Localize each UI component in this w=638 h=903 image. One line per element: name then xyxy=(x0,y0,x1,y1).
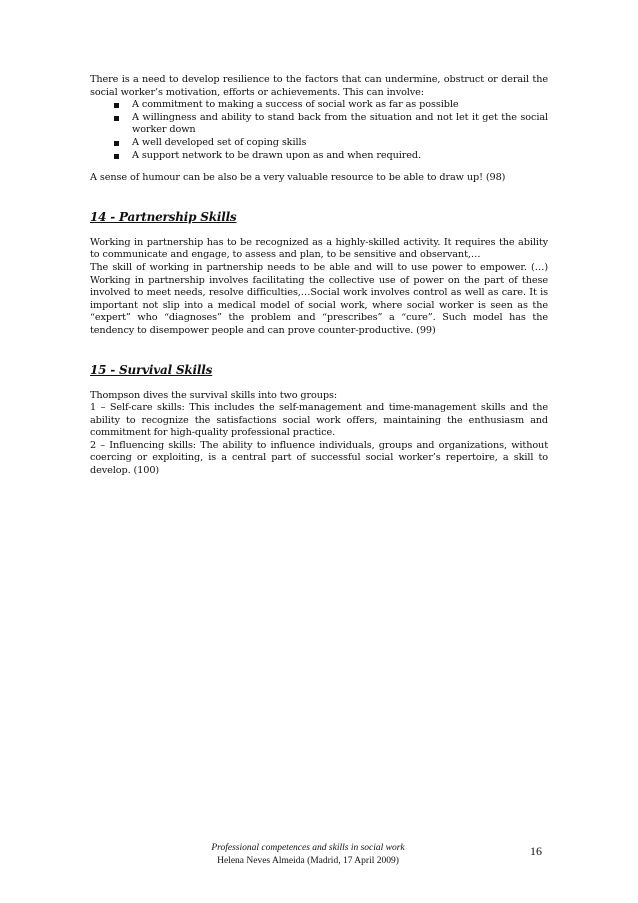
square-bullet-icon xyxy=(114,116,119,121)
list-item: A well developed set of coping skills xyxy=(90,137,548,150)
list-item: A commitment to making a success of social work as far as possible xyxy=(90,99,548,112)
page-footer xyxy=(200,842,416,868)
survival-paragraph-2: 1 – Self-care skills: This includes the self-management and time-management skills and the ability to recognize the satisfactions social work offers, maintaining the enthusiasm and commitment for high-quality professional practice. xyxy=(90,402,548,439)
survival-paragraph-3: 2 – Influencing skills: The ability to influence individuals, groups and organizations, without coercing or exploiting, is a central part of successful social worker’s repertoire, a skill to develop. (100) xyxy=(90,439,548,477)
page-number: 16 xyxy=(530,844,542,858)
page-body xyxy=(90,74,548,478)
resilience-list xyxy=(90,99,548,162)
square-bullet-icon xyxy=(114,141,119,146)
list-item: A support network to be drawn upon as and when required. xyxy=(90,150,548,163)
intro-paragraph: There is a need to develop resilience to the factors that can undermine, obstruct or derail the social worker’s motivation, efforts or achievements. This can involve: xyxy=(90,74,548,98)
partnership-paragraph-2: The skill of working in partnership needs to be able and will to use power to empower. (…) Working in partnership involves facilitating the collective use of power on the part of these involved to meet needs, resolve difficulties,…Social work involves control as well as care. It is important not slip into a medical model of social work, where social worker is seen as the “expert” who “diagnoses” the problem and “prescribes” a “cure”. Such model has the tendency to disempower people and can prove counter-productive. (99) xyxy=(90,261,548,336)
humour-paragraph: A sense of humour can be also be a very valuable resource to be able to draw up! (98) xyxy=(90,172,506,184)
section-15-heading: 15 - Survival Skills xyxy=(90,362,213,377)
partnership-paragraph-1: Working in partnership has to be recognized as a highly-skilled activity. It requires the ability to communicate and engage, to assess and plan, to be sensitive and observant,… xyxy=(90,236,548,261)
footer-title: Professional competences and skills in social work xyxy=(211,843,405,853)
section-14-heading: 14 - Partnership Skills xyxy=(90,209,237,224)
footer-author: Helena Neves Almeida (Madrid, 17 April 2009) xyxy=(217,856,399,866)
survival-paragraph-1: Thompson dives the survival skills into two groups: xyxy=(90,389,338,401)
list-item: A willingness and ability to stand back from the situation and not let it get the social worker down xyxy=(90,112,548,137)
square-bullet-icon xyxy=(114,103,119,108)
square-bullet-icon xyxy=(114,154,119,159)
